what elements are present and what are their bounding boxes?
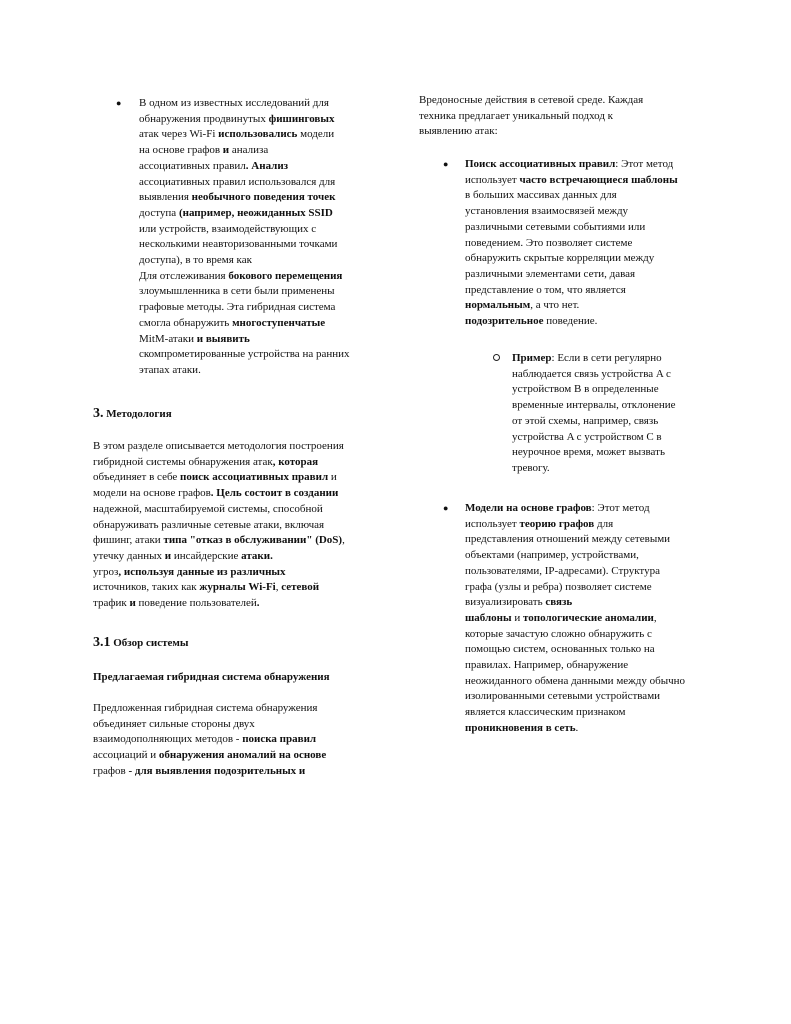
text-line: [465, 642, 715, 658]
text: Вредоносные действия в сетевой среде. Каждая: [419, 94, 644, 106]
text: помощью систем, основанных только на: [465, 643, 655, 656]
text-line: [465, 721, 715, 737]
text-line: [139, 143, 384, 159]
text-line: [93, 580, 383, 596]
text: Предложенная гибридная система обнаружения: [93, 702, 318, 714]
text: ассоциативных правил использовался для: [139, 175, 336, 188]
bold-text: часто встречающиеся шаблоны: [519, 173, 678, 186]
text: или устройств, взаимодействующих с: [139, 222, 317, 235]
hollow-bullet-icon: [493, 354, 500, 361]
text-line: [465, 595, 715, 611]
text-line: [139, 190, 384, 206]
text: выявлению атак:: [419, 125, 498, 138]
text: MitM-атаки: [139, 332, 194, 345]
text-line: [139, 284, 384, 300]
text-line: [512, 351, 707, 367]
text-line: [465, 517, 715, 533]
text-line: [139, 332, 384, 348]
bold-text: поиска правил: [242, 733, 317, 746]
text-line: [93, 565, 383, 581]
text: представления отношений между сетевыми: [465, 533, 671, 546]
text-line: [139, 112, 384, 128]
text: поведение пользователей: [138, 597, 257, 610]
text-line: [465, 689, 715, 705]
text-line: [93, 717, 383, 733]
text-line: [93, 502, 383, 518]
subheading-text: Предлагаемая гибридная система обнаружения: [93, 671, 330, 683]
text: обнаружения продвинутых: [139, 112, 269, 125]
text: ,: [275, 581, 282, 594]
text: правилах. Например, обнаружение: [465, 659, 629, 672]
bold-text: проникновения в сеть: [465, 721, 576, 734]
text: графа (узлы и ребра) позволяет системе: [465, 580, 652, 593]
subheading: [93, 670, 383, 686]
text-line: [139, 175, 384, 191]
text: Для отслеживания: [139, 269, 229, 282]
text: пользователями, IP-адресами). Структура: [465, 564, 660, 577]
text-line: [139, 127, 384, 143]
text-line: [93, 486, 383, 502]
bullet-icon: ●: [116, 98, 122, 108]
bold-text: фишинговых: [268, 112, 335, 125]
text-line: [465, 674, 715, 690]
bold-text: . Цель состоит в создании: [210, 487, 339, 500]
text-line: [512, 430, 707, 446]
text: является классическим признаком: [465, 706, 626, 719]
bold-text: Пример: [512, 352, 552, 364]
text: объединяет в себе: [93, 471, 181, 484]
text: : Этот метод: [591, 502, 650, 514]
bold-text: обнаружения аномалий на основе: [158, 749, 327, 762]
text: объектами (например, устройствами,: [465, 549, 639, 562]
text: для: [594, 517, 614, 530]
text: фишинг, атаки: [93, 534, 164, 547]
bold-text: и: [126, 597, 139, 610]
section-3-1-heading: [93, 635, 189, 651]
text-line: [465, 157, 710, 173]
bold-text: - для выявления подозрительных и: [125, 764, 306, 777]
text-line: [512, 367, 707, 383]
bold-text: и: [220, 144, 232, 157]
example-sub-bullet: [512, 351, 707, 477]
text: : Этот метод: [615, 158, 674, 170]
text: : Если в сети регулярно: [551, 352, 662, 364]
text: и: [511, 611, 524, 624]
text: В этом разделе описывается методология построения: [93, 440, 344, 452]
text-line: [93, 470, 383, 486]
bold-text: поиск ассоциативных правил: [180, 471, 329, 484]
bold-text: использовались: [215, 128, 301, 141]
bold-text: , используя данные из различных: [118, 565, 286, 578]
text-line: [512, 398, 707, 414]
bold-text: журналы Wi-Fi: [199, 581, 276, 594]
text: на основе графов: [139, 144, 221, 157]
text: использует: [465, 517, 520, 530]
text: представление о том, что является: [465, 283, 626, 296]
text: модели на основе графов: [93, 487, 211, 500]
text-line: [139, 206, 384, 222]
text: атак через Wi-Fi: [139, 128, 216, 141]
text-line: [93, 439, 383, 455]
text-line: [139, 159, 384, 175]
bold-text: шаблоны: [465, 611, 512, 624]
text-line: [139, 300, 384, 316]
graph-models-bullet: [465, 501, 715, 737]
text-line: [465, 173, 710, 189]
text: выявления: [139, 191, 192, 204]
text-line: [139, 253, 384, 269]
bold-text: атаки.: [238, 549, 273, 562]
text: , а что нет.: [530, 299, 580, 312]
text: различными элементами сети, давая: [465, 267, 636, 280]
bold-text: Модели на основе графов: [465, 502, 592, 514]
text: техника предлагает уникальный подход к: [419, 109, 614, 122]
section-3-heading: [93, 406, 172, 422]
text-line: [512, 382, 707, 398]
text: от этой схемы, например, связь: [512, 414, 659, 427]
bullet-icon: ●: [443, 159, 449, 169]
text: тревогу.: [512, 461, 550, 474]
text-line: [465, 314, 710, 330]
text-line: [93, 455, 383, 471]
text-line: [465, 705, 715, 721]
text-line: [465, 236, 710, 252]
text: этапах атаки.: [139, 363, 201, 376]
bold-text: .: [256, 597, 260, 610]
text: ,: [342, 534, 345, 547]
text-line: [93, 732, 383, 748]
text-line: [512, 414, 707, 430]
text: визуализировать: [465, 596, 546, 609]
text: различными сетевыми событиями или: [465, 220, 646, 233]
bold-text: Поиск ассоциативных правил: [465, 158, 616, 170]
text: ассоциативных правил: [139, 159, 246, 172]
text: гибридной системы обнаружения атак: [93, 455, 273, 468]
bold-text: связь: [545, 596, 573, 609]
bold-text: нормальным: [465, 299, 531, 312]
bold-text: подозрительное: [465, 315, 544, 328]
text: поведением. Это позволяет системе: [465, 236, 633, 249]
bold-text: необычного поведения точек: [191, 191, 336, 204]
text: источников, таких как: [93, 581, 200, 594]
bold-text: бокового перемещения: [228, 269, 343, 282]
text: несколькими неавторизованными точками: [139, 238, 338, 251]
text: смогла обнаружить: [139, 316, 233, 329]
bold-text: топологические аномалии: [523, 611, 654, 624]
text: В одном из известных исследований для: [139, 97, 329, 109]
text-line: [139, 269, 384, 285]
text-line: [465, 267, 710, 283]
text: которые зачастую сложно обнаружить с: [465, 627, 652, 640]
text-line: [512, 461, 707, 477]
text-line: [139, 363, 384, 379]
text: .: [575, 721, 579, 734]
text: использует: [465, 173, 520, 186]
text-line: [93, 596, 383, 612]
section-3-1-number: 3.1: [93, 635, 111, 650]
text-line: [465, 501, 715, 517]
bold-text: многоступенчатые: [232, 316, 326, 329]
text: в больших массивах данных для: [465, 189, 617, 202]
text: ассоциаций и: [93, 749, 159, 762]
text: поведение.: [543, 315, 598, 328]
text: доступа: [139, 206, 177, 219]
text: утечку данных: [93, 549, 163, 562]
text-line: [93, 518, 383, 534]
text-line: [93, 748, 383, 764]
text-line: [139, 96, 384, 112]
text-line: [419, 93, 709, 109]
text-line: [465, 564, 715, 580]
bold-text: теорию графов: [519, 517, 595, 530]
text-line: [465, 611, 715, 627]
text: объединяет сильные стороны двух: [93, 717, 255, 730]
text: скомпрометированные устройства на ранних: [139, 348, 350, 361]
association-rules-bullet: [465, 157, 710, 330]
text-line: [512, 445, 707, 461]
text-line: [419, 109, 709, 125]
text: неурочное время, может вызвать: [512, 446, 665, 459]
left-bullet-paragraph: [139, 96, 384, 379]
text: злоумышленника в сети были применены: [139, 285, 335, 298]
text-line: [465, 548, 715, 564]
text-line: [465, 188, 710, 204]
bold-text: типа "отказ в обслуживании" (DoS): [163, 534, 343, 547]
text-line: [465, 283, 710, 299]
text-line: [139, 237, 384, 253]
text-line: [93, 533, 383, 549]
bold-text: сетевой: [281, 581, 320, 594]
text: модели: [300, 128, 335, 141]
text: наблюдается связь устройства A с: [512, 367, 671, 380]
text: изолированными сетевыми устройствами: [465, 690, 661, 703]
text-line: [465, 220, 710, 236]
text: ,: [653, 611, 657, 624]
text: и: [328, 471, 337, 484]
text: графовые методы. Эта гибридная система: [139, 301, 336, 314]
section-3-title: Методология: [106, 408, 172, 420]
text-line: [93, 549, 383, 565]
bold-text: и выявить: [194, 332, 250, 345]
section-3-1-title: Обзор системы: [113, 637, 189, 649]
text: устройством B в определенные: [512, 383, 659, 396]
text-line: [419, 124, 709, 140]
text-line: [465, 251, 710, 267]
text: обнаруживать различные сетевые атаки, включая: [93, 518, 325, 531]
text: обнаружить скрытые корреляции между: [465, 252, 655, 265]
text-line: [465, 580, 715, 596]
bold-text: (например, неожиданных SSID: [176, 206, 333, 219]
text: инсайдерские: [173, 549, 239, 562]
bold-text: . Анализ: [245, 159, 289, 172]
continuation-paragraph: [419, 93, 709, 140]
text: надежной, масштабируемой системы, способной: [93, 502, 323, 515]
methodology-paragraph: [93, 439, 383, 612]
text: временные интервалы, отклонение: [512, 399, 676, 412]
text-line: [465, 204, 710, 220]
text: угроз: [93, 565, 119, 578]
bullet-icon: ●: [443, 503, 449, 513]
text-line: [139, 222, 384, 238]
text-line: [465, 658, 715, 674]
text: установления взаимосвязей между: [465, 205, 629, 218]
text: анализа: [231, 144, 269, 157]
text: устройства A с устройством C в: [512, 430, 662, 443]
text: трафик: [93, 597, 127, 610]
text: графов: [93, 764, 126, 777]
text-line: [139, 347, 384, 363]
text: взаимодополняющих методов -: [93, 733, 243, 746]
text: неожиданного обмена данными между обычно: [465, 674, 686, 687]
section-3-number: 3.: [93, 406, 104, 421]
text: доступа), в то время как: [139, 254, 252, 267]
text-line: [93, 701, 383, 717]
bold-text: и: [162, 549, 174, 562]
bold-text: , которая: [272, 455, 319, 468]
text-line: [93, 764, 383, 780]
text-line: [139, 316, 384, 332]
text-line: [465, 532, 715, 548]
text-line: [465, 627, 715, 643]
text-line: [465, 298, 710, 314]
overview-paragraph: [93, 701, 383, 780]
